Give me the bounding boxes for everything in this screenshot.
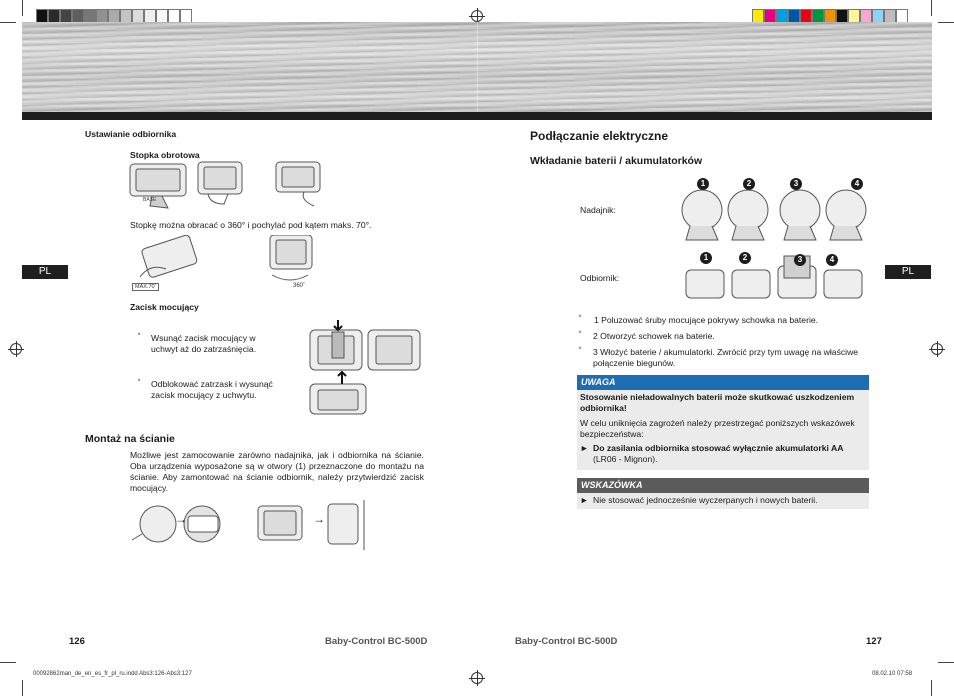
slug-file-info: 00092862man_de_en_es_fr_pl_ru.indd Abs3:126-Abs3:127	[33, 671, 192, 677]
clip-title: Zacisk mocujący	[130, 302, 199, 312]
language-tab-left: PL	[22, 265, 68, 279]
registration-mark-icon	[471, 10, 483, 22]
tilt-rotate-illustration	[130, 235, 330, 287]
step-number-badge: 3	[790, 178, 802, 190]
transmitter-label: Nadajnik:	[580, 205, 616, 215]
base-label: BASE	[143, 197, 157, 203]
step-number-badge: 4	[826, 254, 838, 266]
page-number-right: 127	[866, 636, 882, 647]
stand-description: Stopkę można obracać o 360° i pochylać pod kątem maks. 70°.	[130, 220, 372, 230]
battery-step-2: 2 Otworzyć schowek na baterie.	[593, 331, 715, 341]
step-number-badge: 1	[700, 252, 712, 264]
page-number-left: 126	[69, 636, 85, 647]
arrow-right-icon: →	[313, 512, 325, 526]
max-tilt-label: MAX.70˚	[132, 283, 159, 291]
hint-box	[577, 493, 869, 509]
section-title-power: Podłączanie elektryczne	[530, 129, 669, 143]
stand-title: Stopka obrotowa	[130, 150, 200, 160]
battery-steps-illustration	[680, 178, 870, 308]
pointer-triangle-icon: ►	[580, 495, 589, 505]
rotation-label: 360˚	[293, 283, 306, 289]
wall-mount-title: Montaż na ścianie	[85, 433, 175, 445]
warning-text: W celu uniknięcia zagrożeń należy przestrzegać poniższych wskazówek bezpieczeństwa:	[580, 418, 855, 439]
warning-box	[577, 390, 869, 470]
step-number-badge: 4	[851, 178, 863, 190]
step-number-badge: 2	[743, 178, 755, 190]
page-gutter	[477, 22, 478, 112]
slug-date: 08.02.10 07:58	[872, 671, 913, 677]
bullet-marker: ª	[138, 379, 141, 385]
step-number-badge: 1	[697, 178, 709, 190]
warning-header: UWAGA	[577, 375, 869, 390]
bullet-marker: ª	[579, 315, 582, 321]
clip-step-2: Odblokować zatrzask i wysunąć zacisk mocujący z uchwytu.	[151, 379, 273, 400]
wall-mount-text: Możliwe jest zamocowanie zarówno nadajnika, jak i odbiornika na ścianie. Oba urządzenia wyposażone są w otwory (1) przeznaczone do montażu na ścianie. Aby zamontować na ścianie odbiornik, należy przytwierdzić zacisk mocujący.	[130, 450, 424, 493]
product-name-right: Baby-Control BC-500D	[515, 636, 618, 647]
registration-mark-icon	[931, 343, 943, 355]
language-tab-right: PL	[885, 265, 931, 279]
battery-step-3: 3 Włożyć baterie / akumulatorki. Zwrócić przy tym uwagę na właściwe połączenie biegunów.	[593, 347, 859, 368]
step-number-badge: 3	[794, 254, 806, 266]
product-name-left: Baby-Control BC-500D	[325, 636, 428, 647]
bullet-marker: ª	[579, 331, 582, 337]
pointer-triangle-icon: ►	[580, 443, 589, 453]
warning-point-bold: Do zasilania odbiornika stosować wyłącznie akumulatorki AA	[593, 443, 844, 453]
bullet-marker: ª	[138, 333, 141, 339]
hint-header: WSKAZÓWKA	[577, 478, 869, 493]
clip-mount-illustration	[308, 320, 424, 415]
arrow-right-icon: →	[175, 512, 187, 526]
header-dark-stripe	[22, 112, 932, 120]
warning-bold-text: Stosowanie nieładowalnych baterii może skutkować uszkodzeniem odbiornika!	[580, 392, 855, 413]
bullet-marker: ª	[579, 347, 582, 353]
receiver-label: Odbiornik:	[580, 273, 620, 283]
hint-text: Nie stosować jednocześnie wyczerpanych i nowych baterii.	[593, 495, 818, 505]
clip-step-1: Wsunąć zacisk mocujący w uchwyt aż do zatrzaśnięcia.	[151, 333, 257, 354]
registration-mark-icon	[10, 343, 22, 355]
battery-subtitle: Wkładanie baterii / akumulatorków	[530, 155, 703, 167]
section-title-setup: Ustawianie odbiornika	[85, 129, 177, 139]
swivel-stand-illustration	[128, 160, 348, 212]
battery-step-1: 1 Poluzować śruby mocujące pokrywy schowka na baterie.	[594, 315, 819, 325]
warning-point-rest: (LR06 - Mignon).	[593, 454, 658, 464]
step-number-badge: 2	[739, 252, 751, 264]
wall-mount-illustration	[128, 500, 368, 552]
registration-mark-icon	[471, 672, 483, 684]
